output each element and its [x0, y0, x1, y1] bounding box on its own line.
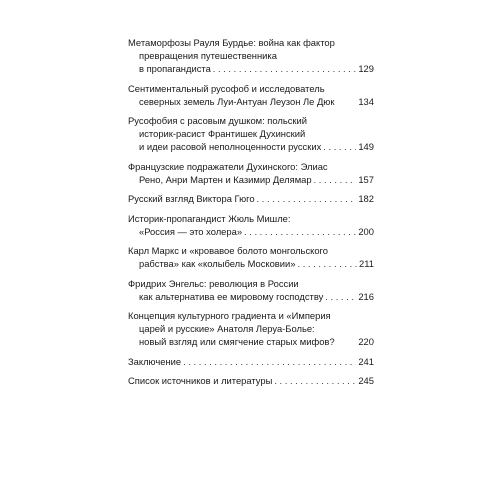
toc-entry-title-line: Фридрих Энгельс: революция в России	[128, 277, 299, 289]
toc-page-number: 216	[358, 290, 374, 302]
toc-entry	[128, 160, 374, 186]
toc-entry	[128, 355, 374, 368]
dot-leader	[274, 374, 356, 387]
toc-entry-title-line: Историк-пропагандист Жюль Мишле:	[128, 212, 291, 224]
toc-entry	[128, 244, 374, 270]
toc-page-number: 182	[358, 193, 374, 204]
dot-leader	[323, 140, 356, 153]
dot-leader	[257, 192, 357, 205]
toc-entry	[128, 192, 374, 205]
toc-entry-title-line: превращения путешественника	[139, 50, 277, 61]
table-of-contents	[128, 36, 374, 394]
toc-entry-title-line: как альтернатива ее мировому господству	[139, 290, 324, 302]
toc-entry	[128, 277, 374, 303]
toc-entry-title-line: и идеи расовой неполноценности русских	[139, 141, 322, 152]
toc-page-number: 241	[358, 355, 374, 367]
toc-page-number: 245	[358, 375, 374, 386]
toc-page-number: 200	[358, 225, 374, 237]
toc-page-number: 149	[358, 141, 374, 152]
toc-entry-title-line: Русофобия с расовым душком: польский	[128, 115, 308, 126]
toc-entry-title-line: рабства» как «колыбель Московии»	[139, 258, 296, 269]
toc-entry	[128, 309, 374, 348]
toc-entry-title-line: Рено, Анри Мартен и Казимир Делямар	[139, 173, 312, 185]
dot-leader	[325, 290, 356, 303]
toc-entry-title-line: Концепция культурного градиента и «Империя	[128, 310, 331, 321]
toc-entry-title-line: царей и русские» Анатоля Леруа-Болье:	[139, 323, 315, 334]
toc-entry	[128, 374, 374, 387]
toc-page-number: 134	[358, 95, 374, 107]
dot-leader	[314, 173, 357, 186]
toc-page-number: 157	[358, 173, 374, 185]
toc-entry-title-line: Карл Маркс и «кровавое болото монгольского	[128, 245, 328, 256]
dot-leader	[213, 62, 357, 75]
toc-entry-title-line: «Россия — это холера»	[139, 225, 243, 237]
toc-entry-title-line: Список источников и литературы	[128, 375, 273, 386]
toc-entry-title-line: северных земель Луи-Антуан Леузон Ле Дюк	[139, 95, 335, 107]
toc-entry-title-line: Французские подражатели Духинского: Элиас	[128, 160, 328, 172]
dot-leader	[244, 225, 356, 238]
dot-leader	[183, 355, 356, 368]
dot-leader	[297, 257, 357, 270]
toc-entry	[128, 212, 374, 238]
toc-entry-title-line: историк-расист Франтишек Духинский	[139, 128, 306, 139]
toc-entry-title-line: Русский взгляд Виктора Гюго	[128, 193, 255, 204]
toc-page-number: 129	[358, 63, 374, 74]
toc-entry	[128, 114, 374, 153]
toc-entry	[128, 36, 374, 75]
toc-entry-title-line: новый взгляд или смягчение старых мифов?	[139, 336, 335, 347]
toc-entry-title-line: Заключение	[128, 355, 182, 367]
toc-entry-title-line: Сентиментальный русофоб и исследователь	[128, 82, 325, 94]
toc-entry-title-line: Метаморфозы Рауля Бурдье: война как фактор	[128, 37, 335, 48]
toc-page-number: 211	[359, 258, 374, 269]
toc-entry-title-line: в пропагандиста	[139, 63, 211, 74]
toc-page-number: 220	[358, 336, 374, 347]
toc-entry	[128, 82, 374, 108]
